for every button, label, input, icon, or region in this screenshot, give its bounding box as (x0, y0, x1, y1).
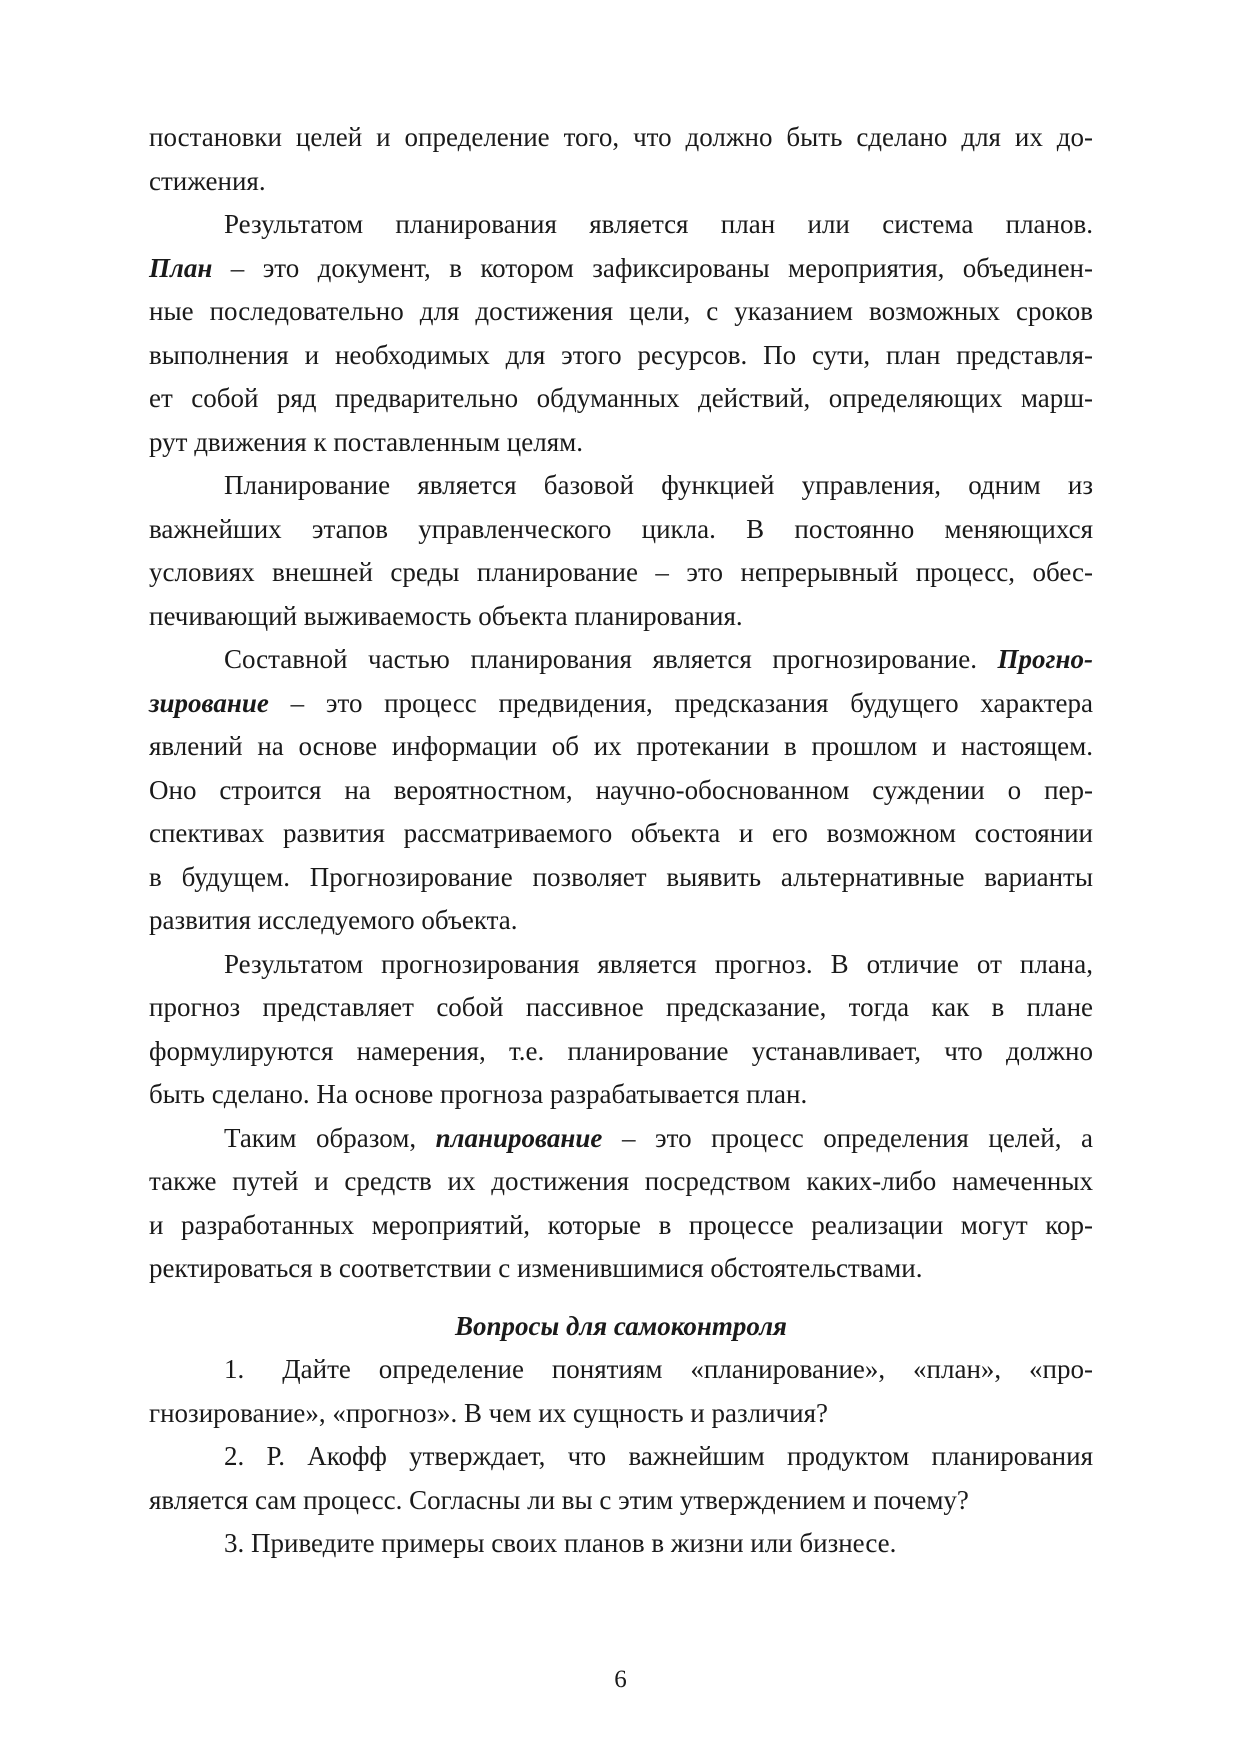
term-planning: планирование (435, 1122, 603, 1153)
text-line: рут движения к поставленным целям. (149, 426, 583, 457)
text-line: в будущем. Прогнозирование позволяет выявить альтернативные варианты (149, 861, 1093, 892)
text-line-with-term (149, 638, 1093, 682)
text-line: явлений на основе информации об их протекании в прошлом и настоящем. (149, 731, 1093, 761)
text-line: выполнения и необходимых для этого ресурсов. По сути, план представля- (149, 339, 1093, 370)
question-number: 1. (224, 1354, 245, 1384)
text-line: Планирование является базовой функцией управления, одним из (224, 470, 1093, 500)
question-2-continued: является сам процесс. Согласны ли вы с этим утверждением и почему? (149, 1484, 969, 1515)
text-line: Результатом прогнозирования является прогноз. В отличие от плана, (224, 948, 1093, 979)
text-fragment: Таким образом, (224, 1122, 417, 1153)
text-line-with-term (149, 1117, 1093, 1161)
text-line: быть сделано. На основе прогноза разрабатывается план. (149, 1079, 808, 1109)
text-line: формулируются намерения, т.е. планирование устанавливает, что должно (149, 1035, 1093, 1066)
question-2: 2. Р. Акофф утверждает, что важнейшим продуктом планирования (224, 1441, 1093, 1471)
text-fragment: Составной частью планирования является прогнозирование. (224, 644, 977, 674)
text-line: ные последовательно для достижения цели, с указанием возможных сроков (149, 296, 1093, 326)
term-forecasting-part1: Прогно- (997, 644, 1093, 674)
questions-heading: Вопросы для самоконтроля (455, 1310, 787, 1341)
text-line-with-term (149, 682, 1093, 726)
text-line: важнейших этапов управленческого цикла. В постоянно меняющихся (149, 513, 1093, 544)
text-line: ет собой ряд предварительно обдуманных действий, определяющих марш- (149, 383, 1093, 413)
document-body (149, 116, 1093, 1566)
term-plan: План (149, 252, 213, 283)
text-line: спективах развития рассматриваемого объекта и его возможном состоянии (149, 818, 1093, 848)
question-1-continued: гнозирование», «прогноз». В чем их сущность и различия? (149, 1397, 828, 1428)
text-line: и разработанных мероприятий, которые в процессе реализации могут кор- (149, 1209, 1093, 1240)
text-line: постановки целей и определение того, что должно быть сделано для их до- (149, 122, 1093, 152)
question-3: 3. Приведите примеры своих планов в жизни или бизнесе. (224, 1528, 897, 1558)
text-line: также путей и средств их достижения посредством каких-либо намеченных (149, 1166, 1093, 1196)
term-forecasting-part2: зирование (149, 687, 269, 718)
text-line: развития исследуемого объекта. (149, 905, 518, 935)
text-fragment: – это процесс предвидения, предсказания будущего характера (290, 687, 1093, 718)
text-line: стижения. (149, 165, 266, 196)
text-line-with-term (149, 247, 1093, 291)
text-fragment: – это процесс определения целей, а (621, 1122, 1094, 1153)
text-fragment: – это документ, в котором зафиксированы мероприятия, объединен- (230, 252, 1093, 283)
page-number: 6 (614, 1666, 627, 1693)
question-1 (149, 1348, 1093, 1392)
text-line: Результатом планирования является план или система планов. (224, 209, 1093, 239)
text-line: ректироваться в соответствии с изменившимися обстоятельствами. (149, 1253, 923, 1283)
question-text: Дайте определение понятиям «планирование», «план», «про- (282, 1354, 1093, 1384)
spacer (149, 1291, 1093, 1305)
text-line: условиях внешней среды планирование – это непрерывный процесс, обес- (149, 557, 1093, 587)
text-line: печивающий выживаемость объекта планирования. (149, 600, 743, 631)
text-line: Оно строится на вероятностном, научно-обоснованном суждении о пер- (149, 774, 1093, 805)
text-line: прогноз представляет собой пассивное предсказание, тогда как в плане (149, 992, 1093, 1022)
